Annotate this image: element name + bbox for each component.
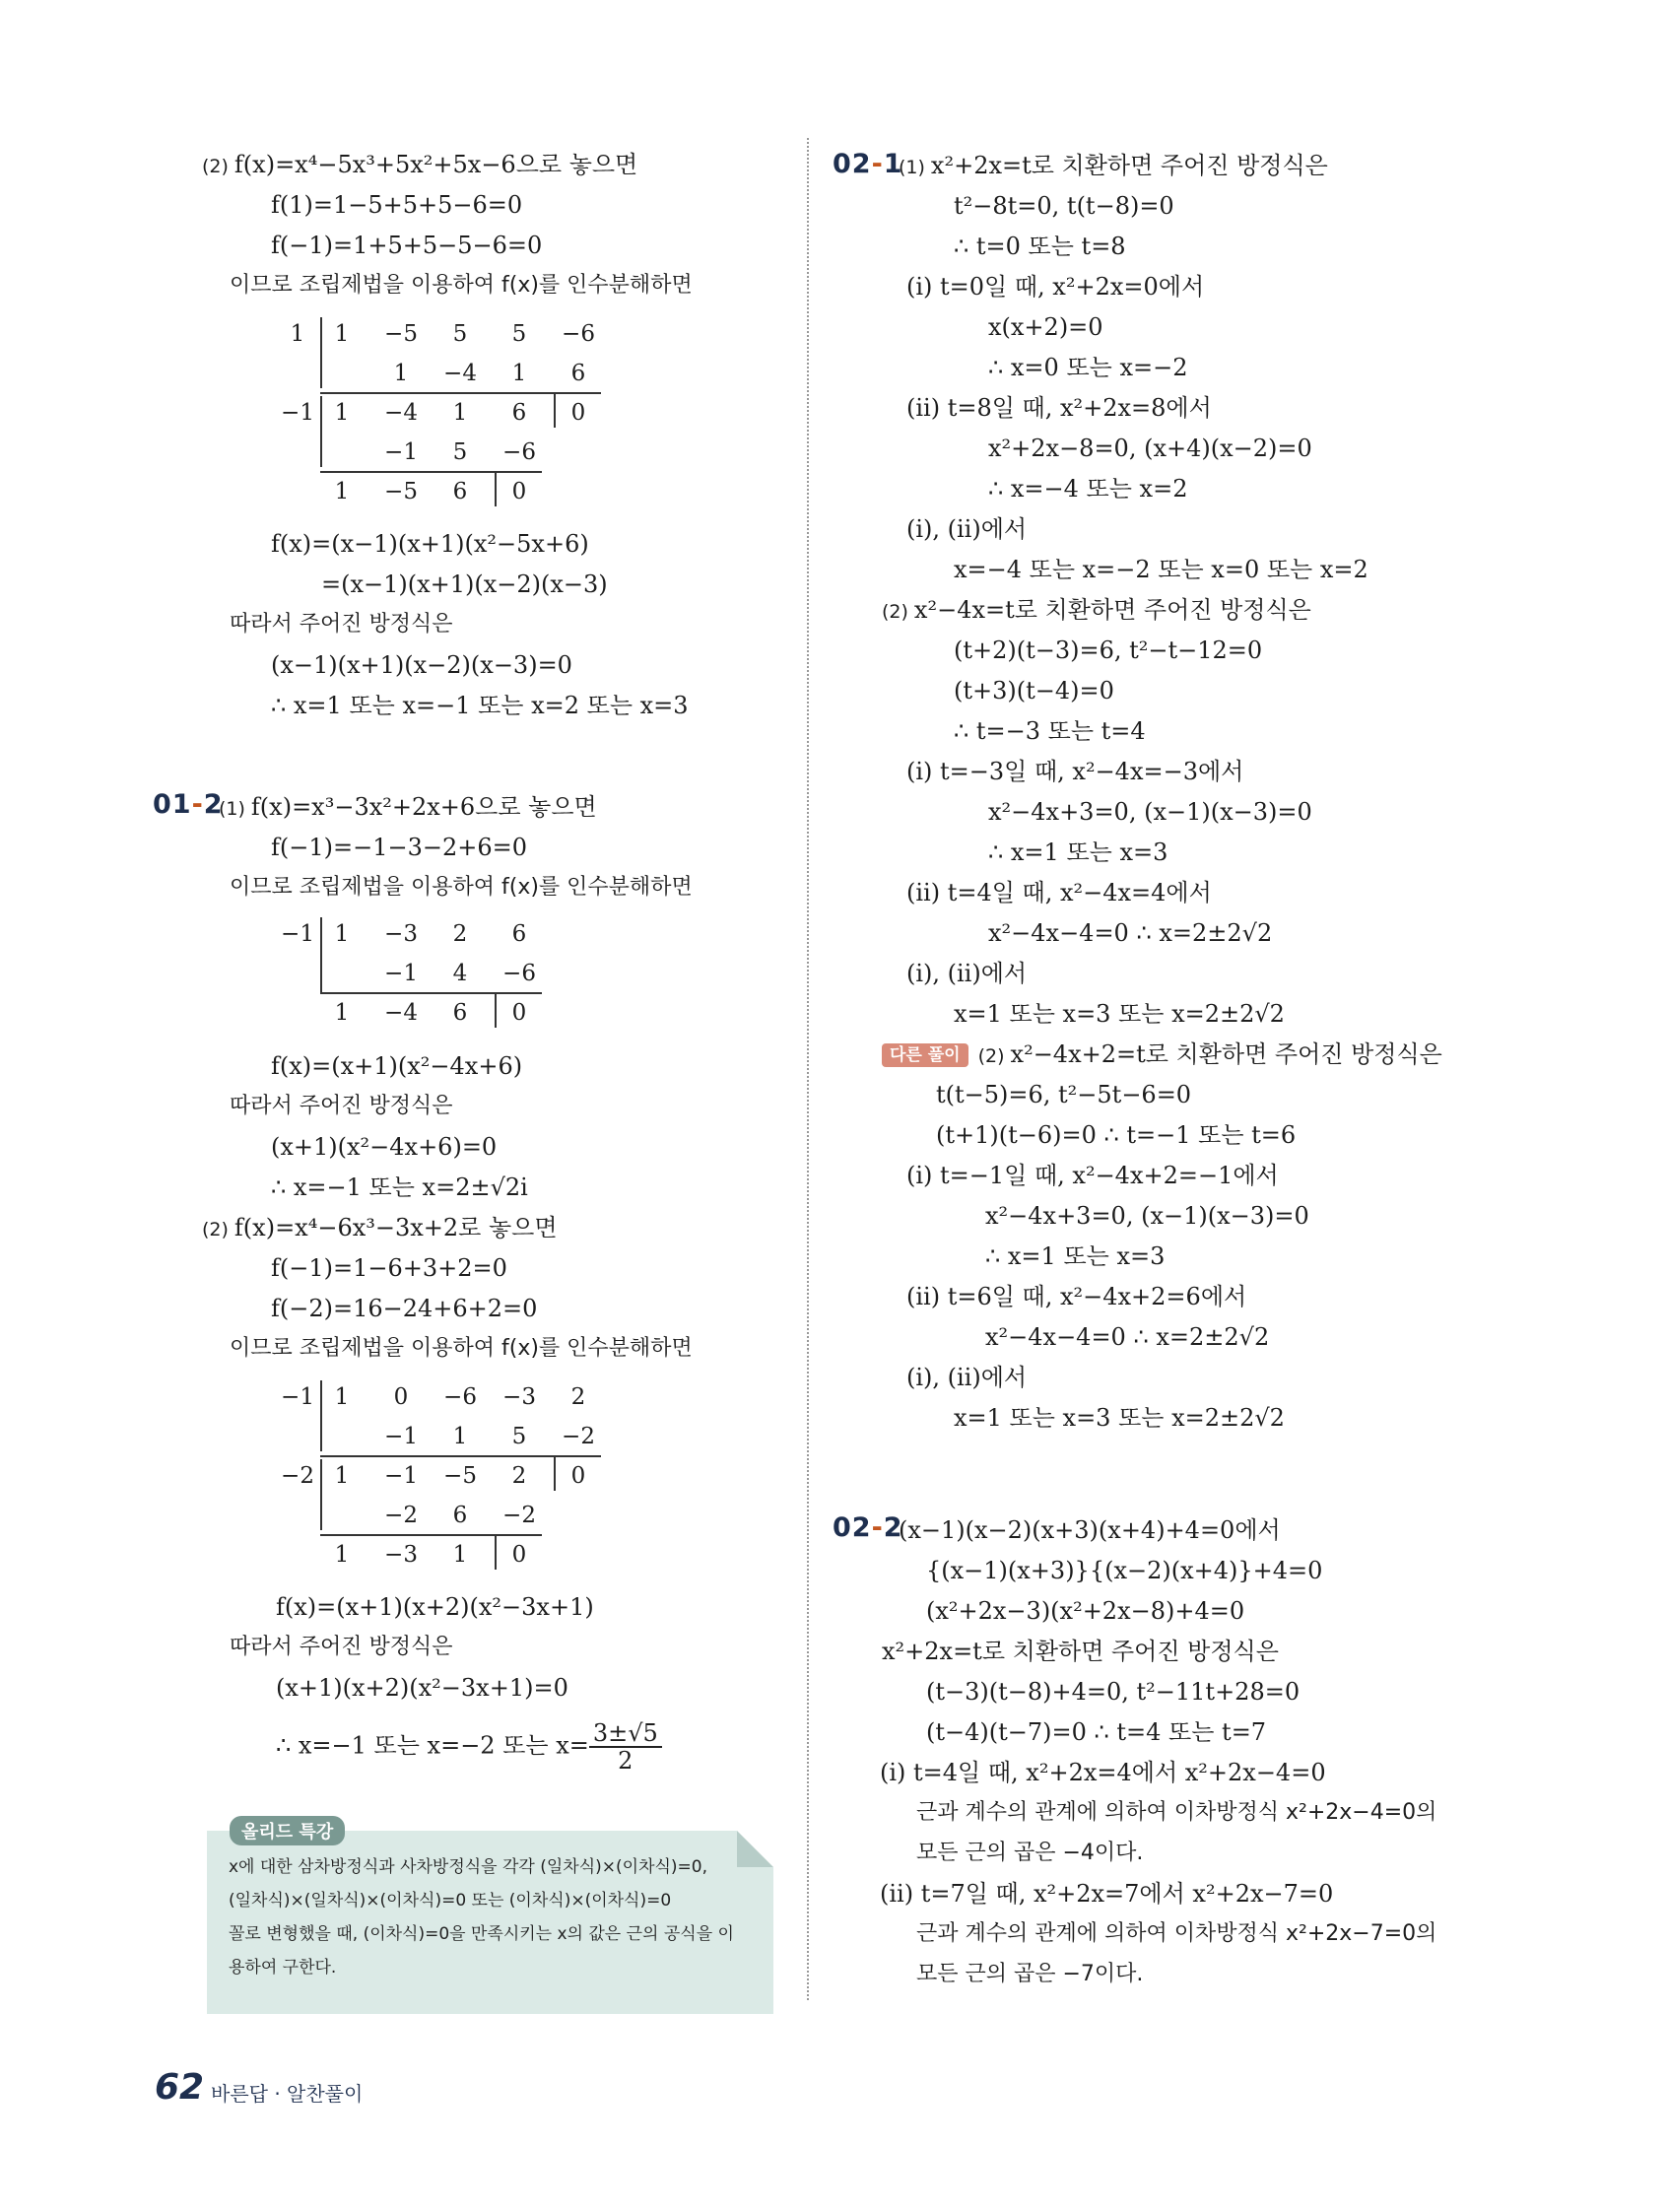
left-p2-line8: (2) f(x)=x⁴−6x³−3x+2로 놓으면 <box>202 1214 558 1241</box>
problem-label-02-2: 02-2 <box>833 1512 903 1543</box>
right-p21-line6: ∴ x=0 또는 x=−2 <box>988 354 1188 381</box>
right-p22-line2: {(x−1)(x+3)}{(x−2)(x+4)}+4=0 <box>926 1557 1323 1584</box>
column-divider <box>807 138 809 2000</box>
left-p2-line12: f(x)=(x+1)(x+2)(x²−3x+1) <box>276 1593 594 1621</box>
fraction: $\frac{3\pm√5}{2}$ <box>589 1720 662 1774</box>
right-p21-line22: x=1 또는 x=3 또는 x=2±2√2 <box>954 1000 1285 1028</box>
right-p21-line13: (t+2)(t−3)=6, t²−t−12=0 <box>954 637 1263 664</box>
left-p1-line8: (x−1)(x+1)(x−2)(x−3)=0 <box>271 651 572 679</box>
left-p2-line3: 이므로 조립제법을 이용하여 f(x)를 인수분해하면 <box>230 875 693 900</box>
left-p1-line6: =(x−1)(x+1)(x−2)(x−3) <box>321 570 608 598</box>
left-p2-line10: f(−2)=16−24+6+2=0 <box>271 1295 538 1322</box>
footer-title: 바른답 · 알찬풀이 <box>211 2082 364 2106</box>
left-p1-line3: f(−1)=1+5+5−5−6=0 <box>271 232 543 259</box>
right-p21-line26: (ⅰ) t=−1일 때, x²−4x+2=−1에서 <box>906 1162 1279 1189</box>
right-p21-line1: (1) x²+2x=t로 치환하면 주어진 방정식은 <box>899 152 1328 179</box>
right-p21-line12: (2) x²−4x=t로 치환하면 주어진 방정식은 <box>882 596 1311 624</box>
right-p22-line9: 모든 근의 곱은 −4이다. <box>916 1841 1144 1865</box>
right-p22-line5: (t−3)(t−8)+4=0, t²−11t+28=0 <box>926 1678 1301 1706</box>
right-p21-line2: t²−8t=0, t(t−8)=0 <box>954 192 1174 220</box>
left-p1-line9: ∴ x=1 또는 x=−1 또는 x=2 또는 x=3 <box>271 692 689 719</box>
left-p2-line13: 따라서 주어진 방정식은 <box>230 1635 453 1659</box>
right-p21-line28: ∴ x=1 또는 x=3 <box>985 1242 1166 1270</box>
right-p21-line8: x²+2x−8=0, (x+4)(x−2)=0 <box>988 435 1312 462</box>
right-p21-line32: x=1 또는 x=3 또는 x=2±2√2 <box>954 1404 1285 1432</box>
right-p22-line1: (x−1)(x−2)(x+3)(x+4)+4=0에서 <box>899 1516 1281 1544</box>
left-p2-line5: 따라서 주어진 방정식은 <box>230 1094 453 1118</box>
right-p21-line18: ∴ x=1 또는 x=3 <box>988 838 1168 866</box>
left-p2-line15: ∴ x=−1 또는 x=−2 또는 x= $\frac{3\pm√5}{2}$ <box>276 1720 662 1774</box>
page-number: 62 <box>155 2067 205 2108</box>
right-p21-line4: (ⅰ) t=0일 때, x²+2x=0에서 <box>906 273 1205 301</box>
right-p21-line25: (t+1)(t−6)=0 ∴ t=−1 또는 t=6 <box>936 1121 1297 1149</box>
right-p21-line7: (ⅱ) t=8일 때, x²+2x=8에서 <box>906 394 1212 422</box>
right-p21-line27: x²−4x+3=0, (x−1)(x−3)=0 <box>985 1202 1309 1230</box>
right-p21-line20: x²−4x−4=0 ∴ x=2±2√2 <box>988 919 1273 947</box>
right-p22-line3: (x²+2x−3)(x²+2x−8)+4=0 <box>926 1597 1245 1625</box>
left-p2-line6: (x+1)(x²−4x+6)=0 <box>271 1133 498 1161</box>
alt-solution-badge: 다른 풀이 <box>882 1043 968 1067</box>
left-p1-line7: 따라서 주어진 방정식은 <box>230 612 453 637</box>
right-p21-line14: (t+3)(t−4)=0 <box>954 677 1114 704</box>
tip-tag: 올리드 특강 <box>230 1816 345 1845</box>
left-p2-line7: ∴ x=−1 또는 x=2±√2i <box>271 1173 528 1201</box>
left-p2-line11: 이므로 조립제법을 이용하여 f(x)를 인수분해하면 <box>230 1336 693 1361</box>
right-p22-line8: 근과 계수의 관계에 의하여 이차방정식 x²+2x−4=0의 <box>916 1800 1437 1825</box>
right-p22-line4: x²+2x=t로 치환하면 주어진 방정식은 <box>882 1638 1279 1665</box>
right-p22-line7: (ⅰ) t=4일 때, x²+2x=4에서 x²+2x−4=0 <box>880 1759 1326 1786</box>
problem-label-02-1: 02-1 <box>833 149 903 179</box>
right-p22-line12: 모든 근의 곱은 −7이다. <box>916 1962 1144 1986</box>
right-p21-line15: ∴ t=−3 또는 t=4 <box>954 717 1146 745</box>
left-p1-line2: f(1)=1−5+5+5−6=0 <box>271 191 523 219</box>
right-p22-line11: 근과 계수의 관계에 의하여 이차방정식 x²+2x−7=0의 <box>916 1921 1437 1946</box>
left-p1-line1: (2) f(x)=x⁴−5x³+5x²+5x−6으로 놓으면 <box>202 151 638 178</box>
right-p21-line30: x²−4x−4=0 ∴ x=2±2√2 <box>985 1323 1270 1351</box>
left-p1-line4: 이므로 조립제법을 이용하여 f(x)를 인수분해하면 <box>230 273 693 298</box>
left-p2-line9: f(−1)=1−6+3+2=0 <box>271 1254 507 1282</box>
right-p21-line11: x=−4 또는 x=−2 또는 x=0 또는 x=2 <box>954 556 1368 583</box>
right-p21-line19: (ⅱ) t=4일 때, x²−4x=4에서 <box>906 879 1212 906</box>
right-p21-line21: (ⅰ), (ⅱ)에서 <box>906 960 1028 987</box>
left-p2-line14: (x+1)(x+2)(x²−3x+1)=0 <box>276 1674 568 1702</box>
left-p2-line2: f(−1)=−1−3−2+6=0 <box>271 834 527 861</box>
right-p21-line16: (ⅰ) t=−3일 때, x²−4x=−3에서 <box>906 758 1244 785</box>
right-p21-line17: x²−4x+3=0, (x−1)(x−3)=0 <box>988 798 1312 826</box>
tip-text: x에 대한 삼차방정식과 사차방정식을 각각 (일차식)×(이차식)=0, (일차식)×(일차식)×(이차식)=0 또는 (이차식)×(이차식)=0 꼴로 변형했을 때, (이차식)=0을 만족시키는 x의 값은 근의 공식을 이 용하여 구한다. <box>229 1857 734 1977</box>
right-p21-line23: 다른 풀이 (2) x²−4x+2=t로 치환하면 주어진 방정식은 <box>882 1038 1442 1073</box>
right-p21-line31: (ⅰ), (ⅱ)에서 <box>906 1364 1028 1391</box>
right-p22-line10: (ⅱ) t=7일 때, x²+2x=7에서 x²+2x−7=0 <box>880 1880 1334 1908</box>
right-p21-line5: x(x+2)=0 <box>988 313 1103 341</box>
right-p21-line3: ∴ t=0 또는 t=8 <box>954 233 1126 260</box>
left-p2-line1: (1) f(x)=x³−3x²+2x+6으로 놓으면 <box>219 793 597 821</box>
right-p21-line29: (ⅱ) t=6일 때, x²−4x+2=6에서 <box>906 1283 1247 1310</box>
problem-label-01-2: 01-2 <box>153 789 224 820</box>
right-p21-line24: t(t−5)=6, t²−5t−6=0 <box>936 1081 1192 1108</box>
left-p1-line5: f(x)=(x−1)(x+1)(x²−5x+6) <box>271 530 589 558</box>
right-p22-line6: (t−4)(t−7)=0 ∴ t=4 또는 t=7 <box>926 1718 1267 1746</box>
left-p2-line4: f(x)=(x+1)(x²−4x+6) <box>271 1052 523 1080</box>
right-p21-line9: ∴ x=−4 또는 x=2 <box>988 475 1188 503</box>
right-p21-line10: (ⅰ), (ⅱ)에서 <box>906 515 1028 543</box>
